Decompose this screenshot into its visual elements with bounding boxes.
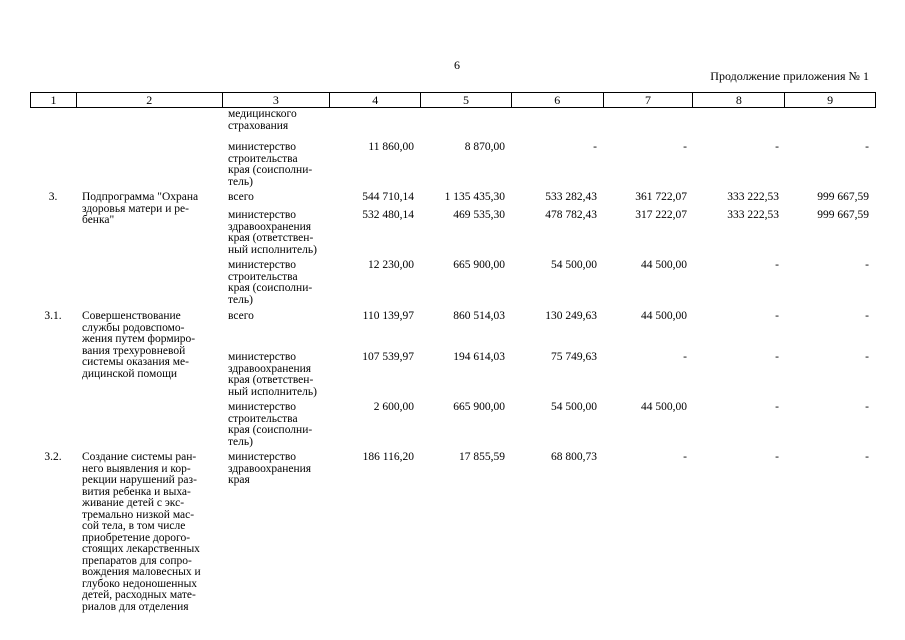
- header-col-5: 5: [421, 93, 512, 107]
- cell-name: Создание системы ран- него выявления и кор- рекции нарушений раз- вития ребенка и выха- живание детей с экс- тремально низкой мас- сой тела, в том числе приобретение дорого- стоящих лекарственных препаратов для сопро- вождения маловесных и глубоко недоношенных детей, расходных мате- риалов для отделения: [82, 451, 201, 613]
- cell-v4: 11 860,00: [368, 141, 414, 153]
- header-col-8: 8: [693, 93, 785, 107]
- cell-v9: -: [865, 351, 869, 363]
- cell-v7: 317 222,07: [635, 209, 687, 221]
- cell-v7: 361 722,07: [635, 191, 687, 203]
- page-number: 6: [454, 58, 460, 72]
- header-col-2: 2: [77, 93, 223, 107]
- cell-no: 3.1.: [44, 310, 62, 322]
- cell-executor: всего: [228, 310, 254, 322]
- cell-v9: -: [865, 451, 869, 463]
- cell-v4: 12 230,00: [368, 259, 414, 271]
- cell-v8: 333 222,53: [727, 191, 779, 203]
- table-header: [30, 92, 876, 108]
- cell-v8: -: [775, 259, 779, 271]
- cell-v8: -: [775, 310, 779, 322]
- cell-v6: 54 500,00: [551, 259, 597, 271]
- cell-v9: -: [865, 259, 869, 271]
- cell-v5: 665 900,00: [453, 259, 505, 271]
- cell-v7: -: [683, 141, 687, 153]
- cell-v4: 532 480,14: [362, 209, 414, 221]
- header-col-6: 6: [512, 93, 604, 107]
- cell-v8: -: [775, 351, 779, 363]
- cell-v7: 44 500,00: [641, 401, 687, 413]
- cell-executor: министерство строительства края (соисполни- тель): [228, 141, 313, 188]
- cell-v5: 1 135 435,30: [444, 191, 505, 203]
- cell-v9: -: [865, 310, 869, 322]
- cell-v8: -: [775, 401, 779, 413]
- cell-v5: 17 855,59: [459, 451, 505, 463]
- cell-v7: -: [683, 451, 687, 463]
- cell-executor: министерство строительства края (соисполни- тель): [228, 401, 313, 448]
- cell-name: Подпрограмма "Охрана здоровья матери и ре- бенка": [82, 191, 199, 226]
- cell-v5: 665 900,00: [453, 401, 505, 413]
- cell-v9: 999 667,59: [817, 191, 869, 203]
- header-col-4: 4: [330, 93, 421, 107]
- cell-v5: 194 614,03: [453, 351, 505, 363]
- cell-executor: министерство здравоохранения края (ответствен- ный исполнитель): [228, 351, 317, 398]
- header-col-9: 9: [827, 93, 834, 107]
- cell-v7: 44 500,00: [641, 259, 687, 271]
- header-col-7: 7: [604, 93, 694, 107]
- cell-v4: 544 710,14: [362, 191, 414, 203]
- cell-v9: -: [865, 141, 869, 153]
- cell-v6: 75 749,63: [551, 351, 597, 363]
- cell-v6: 478 782,43: [545, 209, 597, 221]
- cell-v5: 860 514,03: [453, 310, 505, 322]
- cell-v6: 68 800,73: [551, 451, 597, 463]
- cell-v6: -: [593, 141, 597, 153]
- cell-v4: 110 139,97: [362, 310, 414, 322]
- cell-v5: 469 535,30: [453, 209, 505, 221]
- cell-v9: 999 667,59: [817, 209, 869, 221]
- cell-v6: 533 282,43: [545, 191, 597, 203]
- header-col-3: 3: [223, 93, 331, 107]
- cell-v7: -: [683, 351, 687, 363]
- cell-v9: -: [865, 401, 869, 413]
- cell-executor: медицинского страхования: [228, 108, 297, 132]
- header-col-1: 1: [31, 93, 77, 107]
- cell-v5: 8 870,00: [464, 141, 505, 153]
- cell-v4: 186 116,20: [362, 451, 414, 463]
- cell-v4: 2 600,00: [373, 401, 414, 413]
- cell-v4: 107 539,97: [362, 351, 414, 363]
- cell-v8: 333 222,53: [727, 209, 779, 221]
- cell-executor: всего: [228, 191, 254, 203]
- cell-executor: министерство здравоохранения края (ответствен- ный исполнитель): [228, 209, 317, 256]
- cell-name: Совершенствование службы родовспомо- жения путем формиро- вания трехуровневой системы оказания ме- дицинской помощи: [82, 310, 196, 380]
- cell-v8: -: [775, 141, 779, 153]
- cell-v6: 54 500,00: [551, 401, 597, 413]
- cell-no: 3.: [48, 191, 58, 203]
- continuation-note: Продолжение приложения № 1: [710, 69, 869, 83]
- cell-v7: 44 500,00: [641, 310, 687, 322]
- cell-no: 3.2.: [44, 451, 62, 463]
- cell-executor: министерство строительства края (соисполни- тель): [228, 259, 313, 306]
- cell-v8: -: [775, 451, 779, 463]
- cell-v6: 130 249,63: [545, 310, 597, 322]
- cell-executor: министерство здравоохранения края: [228, 451, 312, 486]
